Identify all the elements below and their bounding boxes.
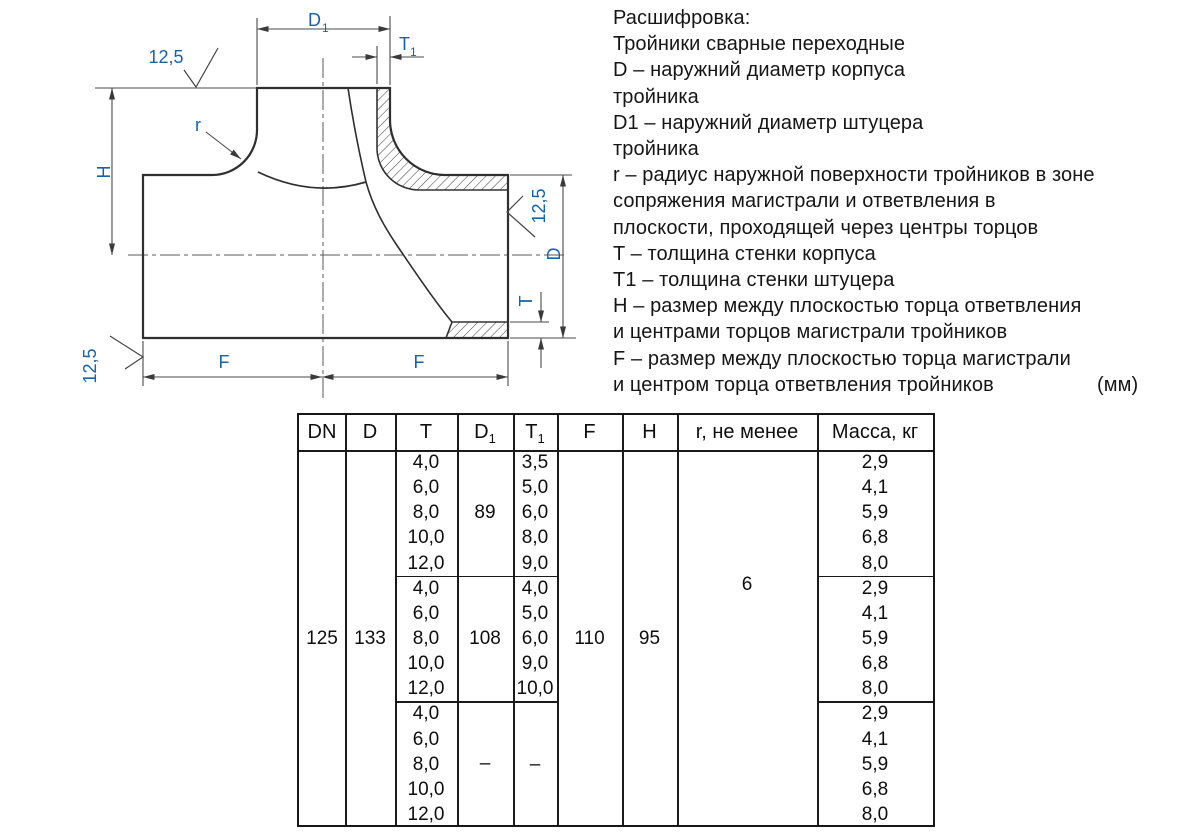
- cell-t1-value: –: [529, 753, 541, 775]
- cell-t-value: 6,0: [412, 602, 440, 624]
- cell-mass-value: 4,1: [861, 477, 889, 499]
- legend-line: D – наружний диаметр корпуса: [613, 59, 906, 82]
- cell-t1-value: 3,5: [521, 452, 549, 473]
- legend-line: D1 – наружний диаметр штуцера: [613, 111, 924, 134]
- cell-t-value: 8,0: [412, 753, 440, 775]
- saddle-edge: [258, 172, 366, 188]
- label-r: r: [195, 115, 201, 135]
- col-header-t1: $T_1$: [525, 421, 545, 446]
- legend-last-line: [613, 372, 1193, 398]
- cell-dn: 125: [306, 627, 338, 649]
- col-header-d1: $D_1$: [474, 421, 496, 446]
- label-f-right: F: [413, 352, 425, 372]
- cell-mass-value: 6,8: [861, 778, 889, 800]
- cell-mass-value: 5,9: [861, 502, 889, 524]
- cell-t-value: 10,0: [407, 527, 445, 549]
- cell-f: 110: [574, 627, 605, 649]
- cell-mass-value: 8,0: [861, 803, 889, 825]
- cell-t1-value: 9,0: [521, 653, 549, 675]
- cell-t-value: 10,0: [407, 778, 445, 800]
- legend-line: r – радиус наружной поверхности тройников в зоне: [613, 164, 1095, 187]
- label-roughness-bottom: 12,5: [80, 348, 100, 384]
- cell-t-value: 4,0: [412, 703, 440, 725]
- cell-mass-value: 2,9: [861, 577, 889, 599]
- legend-line: Расшифровка:: [613, 7, 751, 29]
- cell-t-value: 10,0: [407, 653, 445, 675]
- cell-d: 133: [354, 627, 386, 649]
- cell-t1-value: 10,0: [516, 678, 554, 700]
- legend-line: и центрами торцов магистрали тройников: [613, 321, 1008, 344]
- cell-t-value: 6,0: [412, 728, 440, 750]
- label-t1: T: [399, 34, 410, 54]
- col-header-t: T: [419, 421, 433, 443]
- cell-t-value: 6,0: [412, 477, 440, 499]
- cell-t-value: 4,0: [412, 452, 440, 473]
- tee-technical-drawing: [0, 0, 605, 412]
- legend-line: T – толщина стенки корпуса: [613, 242, 876, 265]
- legend-last-text: и центром торца ответвления тройников: [613, 373, 994, 396]
- legend-unit: (мм): [1097, 373, 1139, 396]
- legend-line: плоскости, проходящей через центры торцов: [613, 216, 1039, 239]
- cell-t-value: 12,0: [407, 552, 445, 574]
- roughness-mark-top: [184, 48, 218, 87]
- cell-r-min: 6: [741, 574, 753, 595]
- label-d: D: [544, 247, 564, 261]
- cell-mass-value: 2,9: [861, 452, 889, 473]
- col-header-d: D: [362, 421, 378, 443]
- legend-line: T1 – толщина стенки штуцера: [613, 269, 895, 292]
- dimension-table: [297, 413, 935, 827]
- col-header-h: H: [642, 421, 657, 443]
- cell-mass-value: 8,0: [861, 678, 889, 700]
- legend-line: Тройники сварные переходные: [613, 33, 906, 56]
- cell-t-value: 12,0: [407, 803, 445, 825]
- label-roughness-right: 12,5: [529, 188, 549, 224]
- col-header-dn: DN: [307, 421, 337, 443]
- legend-line: F – размер между плоскостью торца магистрали: [613, 347, 1071, 370]
- cell-t1-value: 4,0: [521, 577, 549, 599]
- cell-t1-value: 9,0: [521, 552, 549, 574]
- body-bottom-wall-section: [446, 322, 508, 338]
- cell-mass-value: 2,9: [861, 703, 889, 725]
- label-roughness-top: 12,5: [148, 47, 184, 67]
- col-header-f: F: [583, 421, 596, 443]
- legend-line: сопряжения магистрали и ответвления в: [613, 190, 996, 213]
- cell-d1-group3: –: [479, 753, 491, 775]
- cell-t1-value: 5,0: [521, 477, 549, 499]
- cell-t1-value: 6,0: [521, 627, 549, 649]
- cell-mass-value: 4,1: [861, 728, 889, 750]
- cell-t-value: 8,0: [412, 502, 440, 524]
- label-d1: D: [308, 10, 321, 30]
- centerlines: [128, 58, 566, 400]
- label-t1-sub: 1: [410, 45, 417, 59]
- break-line: [348, 88, 452, 322]
- cell-t-value: 4,0: [412, 577, 440, 599]
- cell-mass-value: 8,0: [861, 552, 889, 574]
- cell-mass-value: 4,1: [861, 602, 889, 624]
- cell-d1-group1: 89: [474, 501, 496, 523]
- cell-t1-value: 5,0: [521, 602, 549, 624]
- label-t: T: [516, 295, 536, 307]
- roughness-mark-bottom: [110, 336, 143, 369]
- label-d1-sub: 1: [322, 21, 329, 35]
- col-header-r-min: r, не менее: [695, 421, 799, 443]
- cell-mass-value: 5,9: [861, 627, 889, 649]
- cell-mass-value: 5,9: [861, 753, 889, 775]
- cell-mass-value: 6,8: [861, 527, 889, 549]
- legend-line: тройника: [613, 138, 699, 161]
- label-h: H: [94, 165, 114, 179]
- table-grid-line: [677, 415, 679, 825]
- cell-d1-group2: 108: [469, 627, 501, 649]
- legend-line: тройника: [613, 85, 699, 108]
- cell-t1-value: 6,0: [521, 502, 549, 524]
- legend-line: H – размер между плоскостью торца ответвления: [613, 295, 1082, 318]
- cell-t-value: 12,0: [407, 678, 445, 700]
- label-f-left: F: [218, 352, 230, 372]
- cell-t-value: 8,0: [412, 627, 440, 649]
- cell-h: 95: [638, 627, 661, 649]
- col-header-mass: Масса, кг: [831, 421, 919, 443]
- legend-text-block: [613, 5, 1193, 398]
- cell-t1-value: 8,0: [521, 527, 549, 549]
- cell-mass-value: 6,8: [861, 653, 889, 675]
